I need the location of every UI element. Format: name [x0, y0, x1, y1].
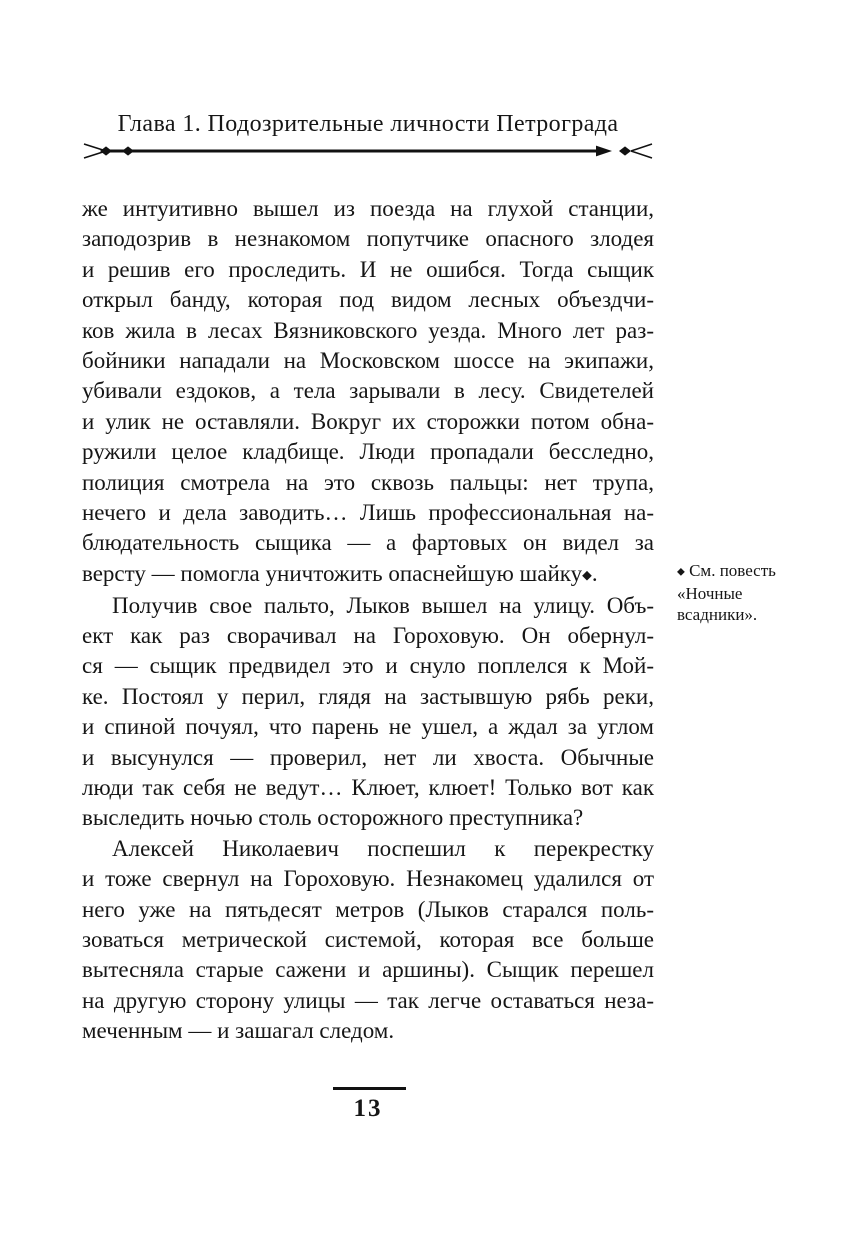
text-line: и улик не оставляли. Вокруг их сторожки потом обна- [82, 408, 654, 434]
text-line: на другую сторону улицы — так легче оставаться неза- [82, 987, 654, 1013]
text-line: ке. Постоял у перил, глядя на застывшую рябь реки, [82, 683, 654, 709]
text-line: меченным — и зашагал следом. [82, 1018, 395, 1044]
text-line: и высунулся — проверил, нет ли хвоста. Обычные [82, 744, 654, 770]
text-line: него уже на пятьдесят метров (Лыков старался поль- [82, 896, 654, 922]
text-line: Алексей Николаевич поспешил к перекрестку [112, 835, 654, 861]
text-line: же интуитивно вышел из поезда на глухой станции, [82, 196, 654, 221]
margin-note-line: «Ночные [677, 583, 743, 603]
running-head [82, 110, 654, 162]
ornament-rule-icon [82, 140, 654, 162]
page-number: 13 [353, 1095, 383, 1122]
margin-note-line: ◆ См. повесть [677, 561, 776, 580]
text-line: выследить ночью столь осторожного преступника? [82, 805, 584, 831]
text-line: открыл банду, которая под видом лесных объездчи- [82, 287, 654, 313]
text-line: ся — сыщик предвидел это и снуло поплелся к Мой- [82, 653, 654, 679]
text-line: зоваться метрической системой, которая все больше [82, 926, 654, 952]
text-line: полиция смотрела на это сквозь пальцы: нет трупа, [82, 469, 654, 495]
margin-note [677, 560, 805, 626]
text-line: и решив его проследить. И не ошибся. Тогда сыщик [82, 256, 654, 282]
text-line: заподозрив в незнакомом попутчике опасного злодея [82, 226, 654, 252]
text-line: и тоже свернул на Гороховую. Незнакомец удалился от [82, 866, 654, 892]
text-line: ружили целое кладбище. Люди пропадали бесследно, [82, 439, 654, 465]
text-line: Получив свое пальто, Лыков вышел на улицу. Объ- [112, 592, 654, 618]
text-line: нечего и дела заводить… Лишь профессиональная на- [82, 500, 654, 526]
text-line: убивали ездоков, а тела зарывали в лесу. Свидетелей [82, 378, 654, 404]
footer-rule [333, 1087, 406, 1090]
footnote-diamond-icon: ◆ [677, 566, 685, 578]
text-line: ков жила в лесах Вязниковского уезда. Много лет раз- [82, 317, 654, 343]
text-line: люди так себя не ведут… Клюет, клюет! Только вот как [82, 774, 654, 800]
text-line: блюдательность сыщика — а фартовых он видел за [82, 530, 654, 556]
footnote-diamond-icon: ◆ [582, 568, 592, 583]
text-line: вытесняла старые сажени и аршины). Сыщик перешел [82, 957, 654, 983]
margin-note-line: всадники». [677, 605, 758, 625]
text-line: бойники нападали на Московском шоссе на экипажи, [82, 348, 654, 374]
text-line: версту — помогла уничтожить опаснейшую шайку◆. [82, 560, 598, 586]
text-line: ект как раз сворачивал на Гороховую. Он обернул- [82, 622, 654, 648]
text-line: и спиной почуял, что парень не ушел, а ждал за углом [82, 714, 654, 740]
text-column [82, 194, 654, 1047]
chapter-title: Глава 1. Подозрительные личности Петрограда [117, 111, 619, 137]
